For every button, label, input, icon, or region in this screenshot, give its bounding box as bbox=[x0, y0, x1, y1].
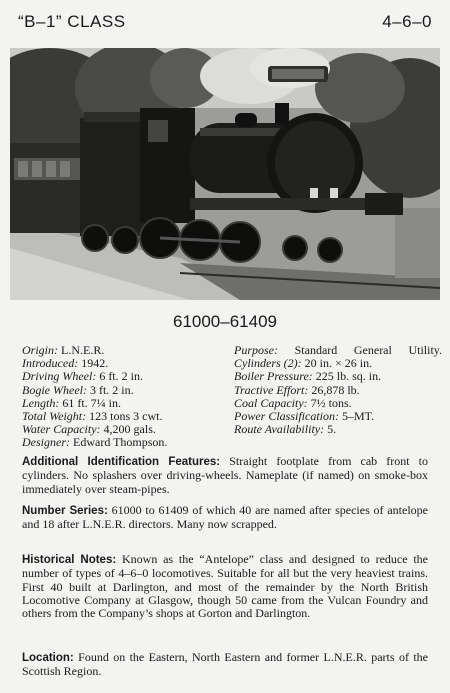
spec-tractive-effort: Tractive Effort: 26,878 lb. bbox=[234, 382, 360, 397]
spec-origin: Origin: L.N.E.R. bbox=[22, 343, 105, 357]
wheel-arrangement: 4–6–0 bbox=[382, 12, 432, 31]
spec-total-weight: Total Weight: 123 tons 3 cwt. bbox=[22, 409, 163, 424]
specs-right-column bbox=[234, 344, 442, 436]
specs-left-column bbox=[22, 344, 227, 450]
spec-length: Length: 61 ft. 7¼ in. bbox=[22, 395, 122, 410]
spec-route-availability: Route Availability: 5. bbox=[234, 422, 337, 437]
number-series-text: 61000 to 61409 of which 40 are named after species of antelope and 18 after L.N.E.R. directors. Many now scrapped. bbox=[22, 503, 428, 532]
spec-power-classification: Power Classification: 5–MT. bbox=[234, 409, 375, 424]
spec-cylinders: Cylinders (2): 20 in. × 26 in. bbox=[234, 356, 373, 371]
number-series-section bbox=[22, 504, 428, 532]
locomotive-photo bbox=[10, 48, 440, 300]
spec-driving-wheel: Driving Wheel: 6 ft. 2 in. bbox=[22, 369, 143, 384]
location-section bbox=[22, 651, 428, 679]
number-series-label: Number Series: bbox=[22, 505, 108, 517]
location-heading: Location: bbox=[22, 652, 74, 664]
spec-water-capacity: Water Capacity: 4,200 gals. bbox=[22, 422, 156, 437]
spec-introduced: Introduced: 1942. bbox=[22, 356, 109, 371]
spec-boiler-pressure: Boiler Pressure: 225 lb. sq. in. bbox=[234, 369, 382, 384]
class-title: “B–1” CLASS bbox=[18, 12, 126, 31]
location-text: Found on the Eastern, North Eastern and former L.N.E.R. parts of the Scottish Region. bbox=[22, 650, 428, 679]
spec-bogie-wheel: Bogie Wheel: 3 ft. 2 in. bbox=[22, 382, 134, 397]
page-header bbox=[18, 12, 432, 36]
spec-designer: Designer: Edward Thompson. bbox=[22, 435, 168, 450]
historical-heading: Historical Notes: bbox=[22, 554, 117, 566]
historical-text: Known as the “Antelope” class and designed to reduce the number of types of 4–6–0 locomotives. Suitable for all but the very heaviest trains. First 40 built at Darlington, and most of the remainder by the North British Locomotive Company at Glasgow, though 50 came from the Vulcan Foundry and others from the Company’s shops at Gorton and Darlington. bbox=[22, 552, 429, 621]
identification-section bbox=[22, 455, 428, 496]
number-series-heading: 61000–61409 bbox=[172, 312, 277, 331]
specifications bbox=[22, 343, 443, 452]
identification-text: Straight footplate from cab front to cylinders. No splashers over driving-wheels. Nameplate (if named) on smoke-box immediately over steam-pipes. bbox=[22, 454, 428, 496]
historical-section bbox=[22, 553, 428, 620]
spec-purpose: Purpose: Standard General Utility. bbox=[234, 343, 443, 357]
spec-coal-capacity: Coal Capacity: 7½ tons. bbox=[234, 395, 352, 410]
identification-heading: Additional Identification Features: bbox=[22, 456, 221, 468]
